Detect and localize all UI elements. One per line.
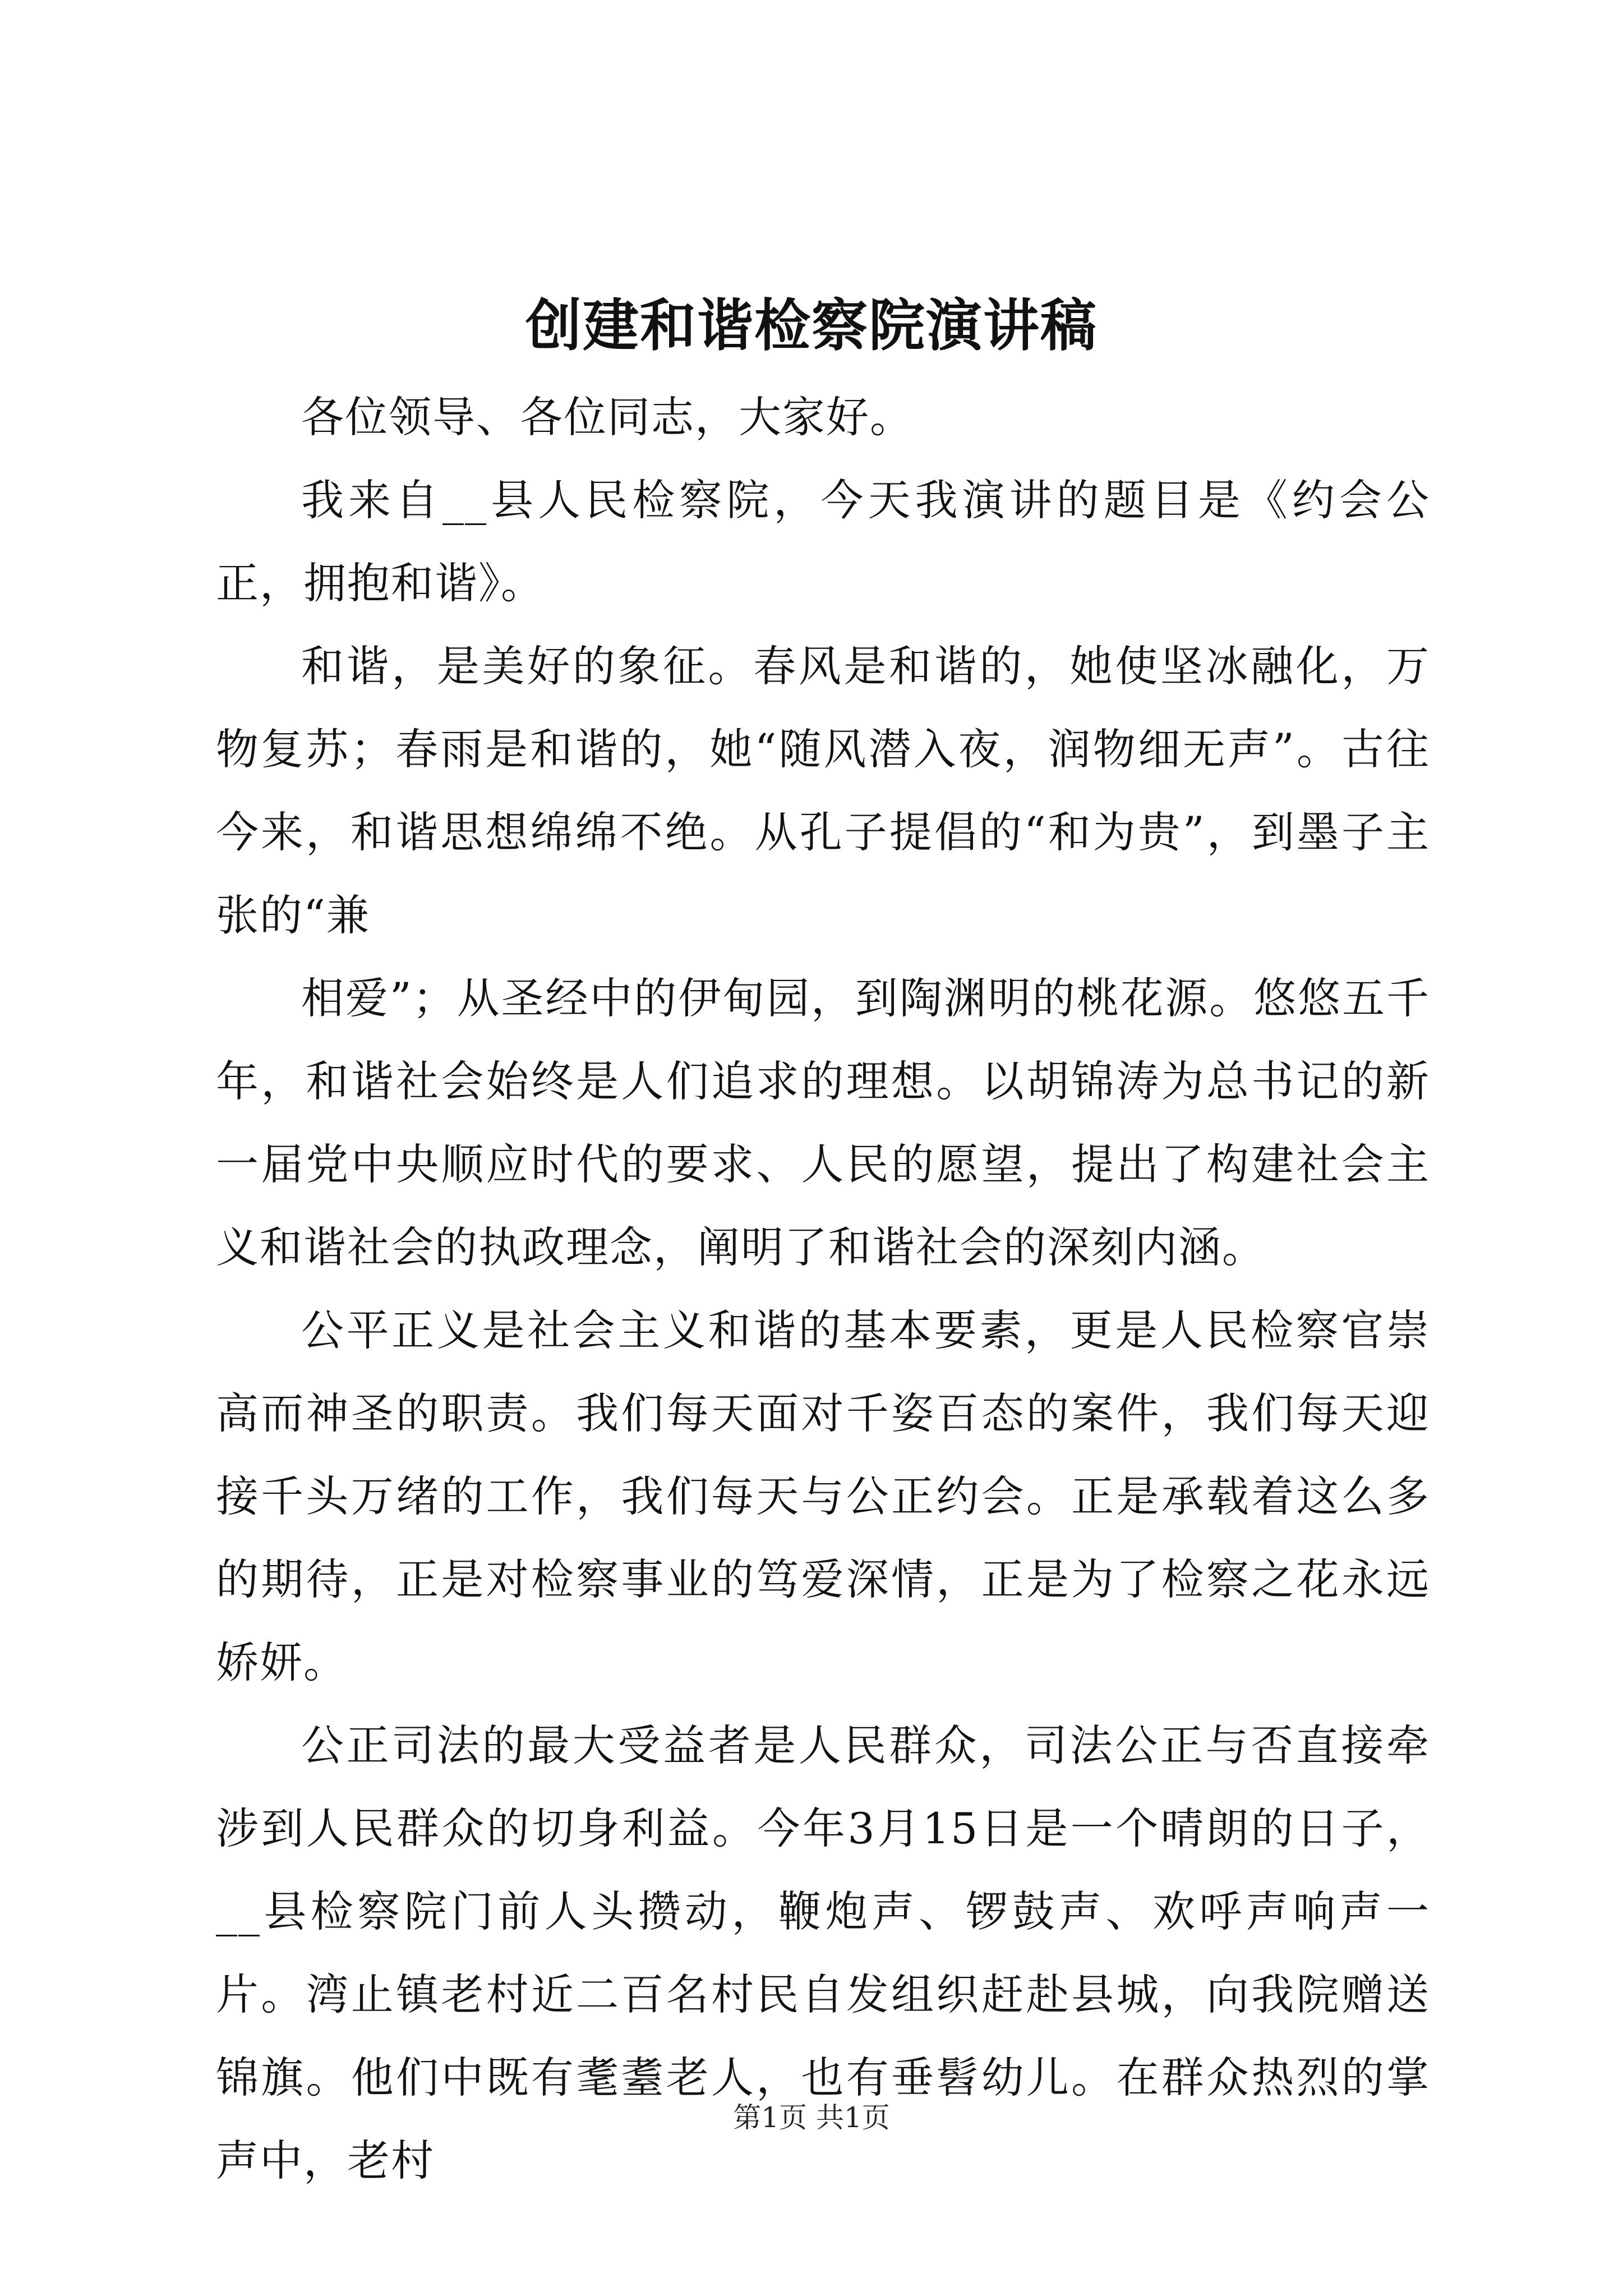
paragraph-introduction: 我来自__县人民检察院，今天我演讲的题目是《约会公正，拥抱和谐》。 xyxy=(216,475,1430,608)
paragraph-public-beneficiary: 公正司法的最大受益者是人民群众，司法公正与否直接牵涉到人民群众的切身利益。今年3月15日是一个晴朗的日子，__县检察院门前人头攒动，鞭炮声、锣鼓声、欢呼声响声一片。湾止镇老村近二百名村民自发组织赶赴县城，向我院赠送锦旗。他们中既有耄耋老人，也有垂髫幼儿。在群众热烈的掌声中，老村 xyxy=(216,1720,1430,2185)
document-title: 创建和谐检察院演讲稿 xyxy=(525,292,1098,358)
paragraph-harmony: 和谐，是美好的象征。春风是和谐的，她使坚冰融化，万物复苏；春雨是和谐的，她“随风潜入夜，润物细无声”。古往今来，和谐思想绵绵不绝。从孔子提倡的“和为贵”，到墨子主张的“兼 xyxy=(216,641,1430,940)
document-body xyxy=(216,376,1430,2202)
paragraph-fairness-justice: 公平正义是社会主义和谐的基本要素，更是人民检察官崇高而神圣的职责。我们每天面对千姿百态的案件，我们每天迎接千头万绪的工作，我们每天与公正约会。正是承载着这么多的期待，正是对检察事业的笃爱深情，正是为了检察之花永远娇妍。 xyxy=(216,1305,1430,1687)
paragraph-greeting: 各位领导、各位同志，大家好。 xyxy=(301,392,914,442)
paragraph-harmonious-society: 相爱”；从圣经中的伊甸园，到陶渊明的桃花源。悠悠五千年，和谐社会始终是人们追求的理想。以胡锦涛为总书记的新一届党中央顺应时代的要求、人民的愿望，提出了构建社会主义和谐社会的执政理念，阐明了和谐社会的深刻内涵。 xyxy=(216,973,1430,1272)
page-number-footer: 第1页 共1页 xyxy=(733,2101,890,2134)
